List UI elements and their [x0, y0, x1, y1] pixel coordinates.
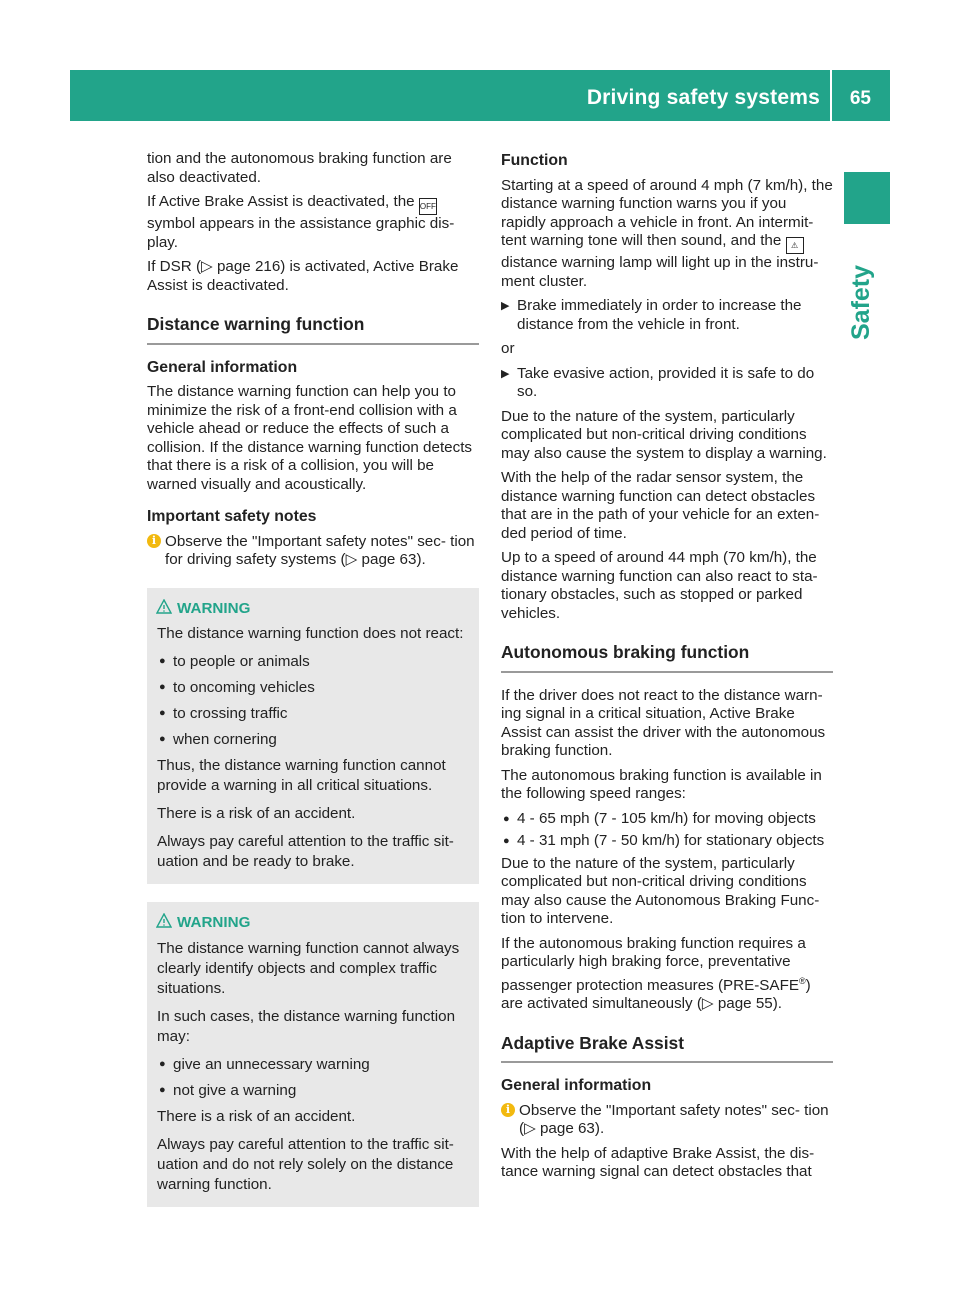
brake-assist-off-icon: OFF — [419, 198, 437, 215]
instruction-step: ▶ Brake immediately in order to increase the distance from the vehicle in front. — [501, 297, 802, 333]
bullet-icon: ● — [159, 707, 166, 719]
warning-heading: WARNING — [177, 600, 469, 619]
body-text: The autonomous braking function is available in the following speed ranges: — [501, 766, 822, 802]
list-item: ● give an unnecessary warning — [159, 1055, 370, 1073]
body-text: Up to a speed of around 44 mph (70 km/h), the distance warning function can also react to sta- tionary obstacles, such as stopped or parked vehicles. — [501, 549, 818, 622]
page-ref-icon: ▷ — [345, 551, 358, 568]
function-text: Starting at a speed of around 4 mph (7 km/h), the distance warning function warns you if you rapidly approach a vehicle in front. An intermit- tent warning tone will then sound, and the ⚠ distance warning lamp will light up in the instru- ment cluster. — [501, 176, 833, 290]
list-item: ● to people or animals — [159, 653, 310, 670]
section-title: Distance warning function — [147, 315, 479, 345]
info-icon: i — [147, 534, 161, 548]
bullet-icon: ● — [503, 835, 510, 847]
bullet-icon: ● — [159, 681, 166, 693]
arrow-right-icon: ▶ — [501, 367, 510, 380]
safety-note: i Observe the "Important safety notes" sec- tion for driving safety systems (▷ page 63). — [147, 533, 479, 570]
warning-text: Always pay careful attention to the traffic sit- uation and be ready to brake. — [157, 833, 454, 870]
warning-text: The distance warning function cannot always clearly identify objects and complex traffic situations. — [157, 939, 460, 997]
warning-text: Thus, the distance warning function cannot provide a warning in all critical situations. — [157, 757, 446, 794]
body-text: If the driver does not react to the distance warn- ing signal in a critical situation, Active Brake Assist can assist the driver with the autonomous braking function. — [501, 686, 826, 759]
warning-text: There is a risk of an accident. — [157, 805, 356, 822]
list-item: ● 4 - 65 mph (7 - 105 km/h) for moving objects — [503, 809, 816, 827]
bullet-icon: ● — [159, 1083, 166, 1096]
intro-dsr-text: If DSR (▷ page 216) is activated, Active Brake Assist is deactivated. — [147, 258, 459, 294]
list-item: ● when cornering — [159, 731, 277, 748]
left-column — [147, 150, 479, 1207]
bullet-icon: ● — [159, 1057, 166, 1070]
body-text: With the help of the radar sensor system, the distance warning function can detect obstacles that are in the path of your vehicle for an exten- ded period of time. — [501, 469, 820, 542]
warning-text: In such cases, the distance warning function may: — [157, 1007, 456, 1045]
intro-off-text: If Active Brake Assist is deactivated, the OFF symbol appears in the assistance graphic dis- play. — [147, 193, 455, 251]
body-text: Due to the nature of the system, particularly complicated but non-critical driving conditions may also cause the system to display a warning. — [501, 407, 827, 462]
body-text: With the help of adaptive Brake Assist, the dis- tance warning signal can detect obstacles that — [501, 1144, 815, 1181]
body-text: If the autonomous braking function requires a particularly high braking force, preventative passenger protection measures (PRE-SAFE®) are activated simultaneously (▷ page 55). — [501, 934, 811, 1013]
page-ref-icon: ▷ — [524, 1120, 536, 1138]
general-info-text: The distance warning function can help you to minimize the risk of a front-end collision with a vehicle ahead or reduce the effects of such a collision. If the distance warning function detects that there is a risk of a collision, you will be warned visually and acoustically. — [147, 383, 473, 493]
list-item: ● to crossing traffic — [159, 705, 288, 722]
bullet-icon: ● — [159, 655, 166, 667]
side-tab-block — [844, 172, 890, 224]
adaptive-note: i Observe the "Important safety notes" sec- tion (▷ page 63). — [501, 1102, 833, 1139]
warning-box-1 — [147, 588, 479, 885]
body-text: Due to the nature of the system, particularly complicated but non-critical driving conditions may also cause the Autonomous Braking Func- tion to intervene. — [501, 854, 820, 927]
arrow-right-icon: ▶ — [501, 300, 510, 312]
adaptive-title: Adaptive Brake Assist — [501, 1034, 833, 1064]
side-tab-label: Safety — [847, 264, 875, 340]
list-item: ● 4 - 31 mph (7 - 50 km/h) for stationary objects — [503, 832, 825, 849]
list-item: ● not give a warning — [159, 1081, 297, 1099]
warning-text: There is a risk of an accident. — [157, 1107, 356, 1125]
intro-text: tion and the autonomous braking function are also deactivated. — [147, 150, 452, 186]
right-column — [501, 150, 833, 1188]
general-info-title: General information — [147, 358, 298, 376]
warning-box-2 — [147, 902, 479, 1207]
page-ref-icon: ▷ — [201, 258, 213, 275]
instruction-step: ▶ Take evasive action, provided it is safe to do so. — [501, 364, 815, 400]
warning-text: The distance warning function does not react: — [157, 625, 464, 642]
or-text: or — [501, 340, 515, 357]
safety-notes-title: Important safety notes — [147, 508, 317, 525]
bullet-icon: ● — [503, 812, 510, 825]
header-title: Driving safety systems — [586, 86, 820, 109]
header-bar — [70, 70, 890, 121]
warning-triangle-icon — [156, 599, 172, 615]
page-ref-icon: ▷ — [701, 995, 714, 1013]
autonomous-title: Autonomous braking function — [501, 643, 833, 673]
function-title: Function — [501, 152, 568, 169]
distance-warning-lamp-icon: ⚠ — [786, 237, 804, 254]
bullet-icon: ● — [159, 733, 166, 745]
adaptive-general-title: General information — [501, 1077, 652, 1095]
list-item: ● to oncoming vehicles — [159, 679, 315, 696]
warning-triangle-icon — [156, 913, 172, 929]
warning-heading: WARNING — [177, 914, 469, 933]
info-icon: i — [501, 1103, 515, 1117]
page-number: 65 — [849, 88, 871, 109]
warning-text: Always pay careful attention to the traffic sit- uation and do not rely solely on the distance warning function. — [157, 1135, 454, 1193]
header-separator — [830, 70, 832, 121]
